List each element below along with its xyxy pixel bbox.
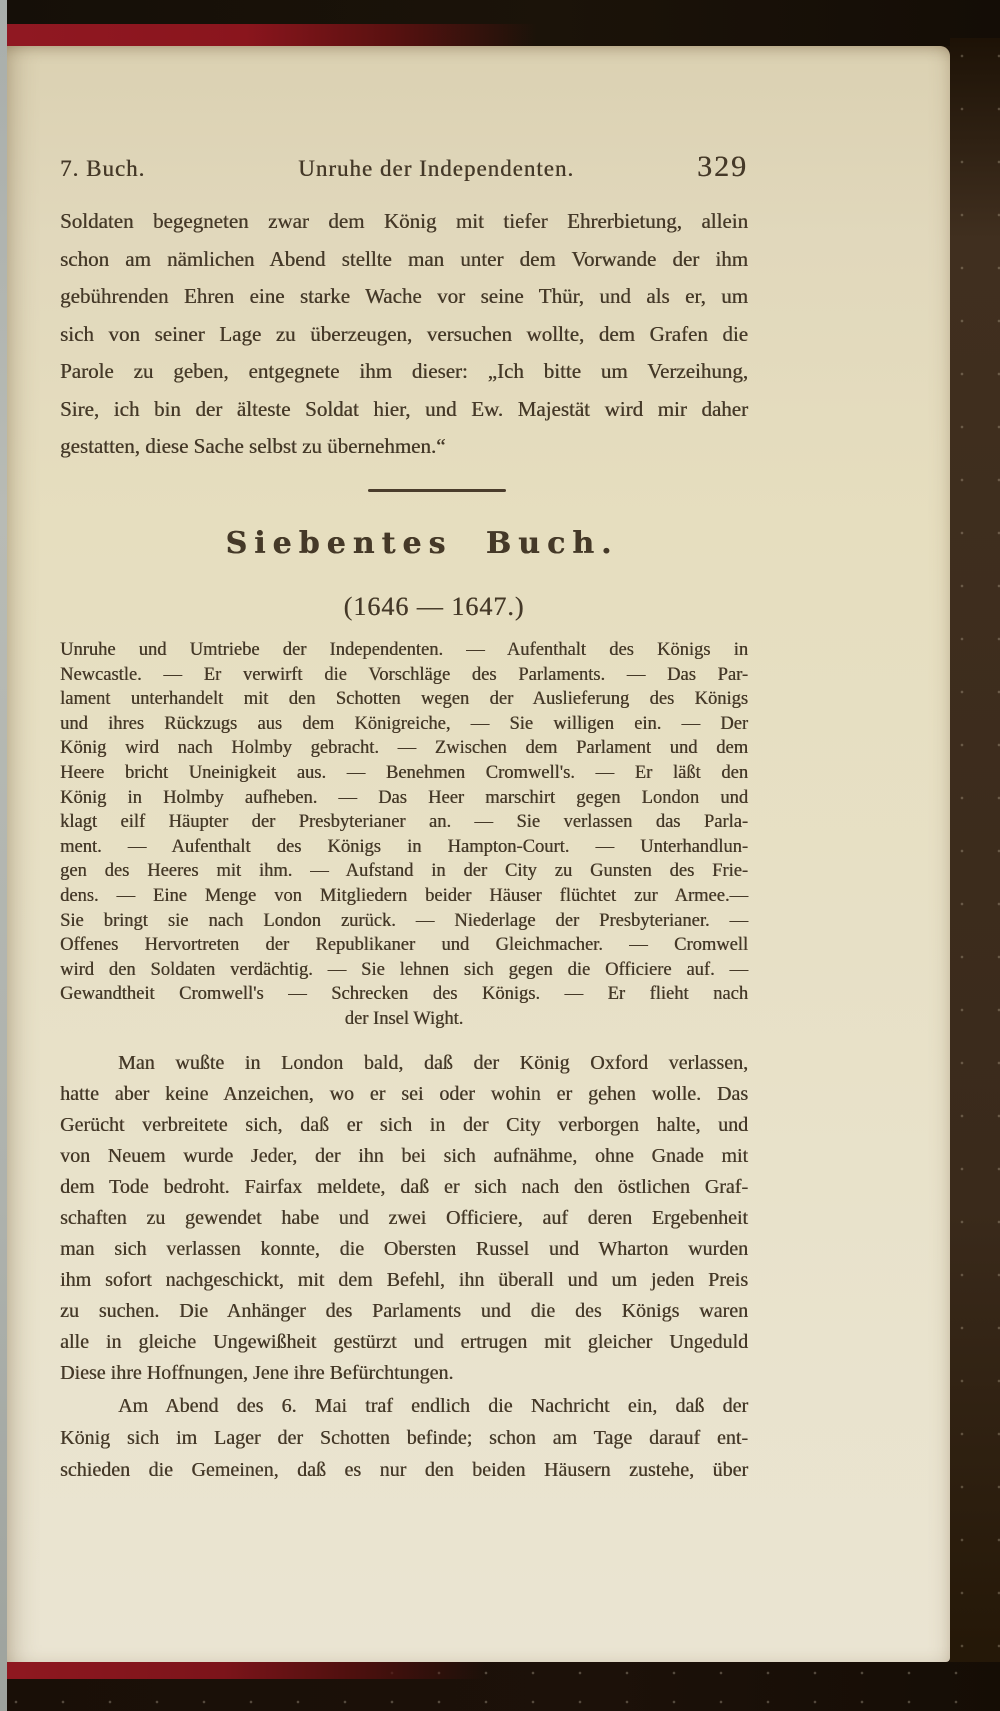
text-line: wird den Soldaten verdächtig. — Sie lehnen sich gegen die Officiere auf. — — [60, 959, 748, 980]
chapter-summary — [60, 638, 748, 1032]
text-line: schieden die Gemeinen, daß es nur den beiden Häusern zustehe, über — [60, 1459, 748, 1481]
page-number: 329 — [697, 150, 748, 183]
text-line: Gewandtheit Cromwell's — Schrecken des Königs. — Er flieht nach — [60, 984, 748, 1005]
text-line: alle in gleiche Ungewißheit gestürzt und ertrugen mit gleicher Ungeduld — [60, 1331, 748, 1353]
text-line: Newcastle. — Er verwirft die Vorschläge des Parlaments. — Das Par- — [60, 664, 748, 685]
page-header — [60, 150, 748, 184]
text-line: von Neuem wurde Jeder, der ihn bei sich aufnähme, ohne Gnade mit — [60, 1145, 748, 1167]
body-paragraph-2 — [60, 1390, 748, 1486]
text-line: gebührenden Ehren eine starke Wache vor seine Thür, und als er, um — [60, 284, 748, 308]
left-edge-strip — [0, 0, 7, 1711]
chapter-date-range: (1646 — 1647.) — [343, 592, 525, 621]
text-line: gen des Heeres mit ihm. — Aufstand in der City zu Gunsten des Frie- — [60, 861, 748, 882]
text-line: man sich verlassen konnte, die Obersten Russel und Wharton wurden — [60, 1238, 748, 1260]
text-line: lament unterhandelt mit den Schotten wegen der Auslieferung des Königs — [60, 689, 748, 710]
chapter-heading: Siebentes Buch. — [225, 526, 619, 561]
text-line: sich von seiner Lage zu überzeugen, versuchen wollte, dem Grafen die — [60, 321, 748, 346]
text-line: hatte aber keine Anzeichen, wo er sei oder wohin er gehen wolle. Das — [60, 1083, 748, 1105]
text-line: Am Abend des 6. Mai traf endlich die Nachricht ein, daß der — [118, 1395, 748, 1417]
body-paragraph-1 — [60, 1048, 748, 1389]
text-line: schaften zu gewendet habe und zwei Officiere, auf deren Ergebenheit — [60, 1207, 748, 1229]
text-line: ihm sofort nachgeschickt, mit dem Befehl, ihn überall und um jeden Preis — [60, 1269, 748, 1291]
text-line: Unruhe und Umtriebe der Independenten. — Aufenthalt des Königs in — [60, 640, 748, 660]
text-line: Offenes Hervortreten der Republikaner und Gleichmacher. — Cromwell — [60, 935, 748, 956]
text-line: der Insel Wight. — [344, 1008, 464, 1029]
right-cover-band — [950, 38, 1000, 1711]
text-line: dem Tode bedroht. Fairfax meldete, daß er sich nach den östlichen Graf- — [60, 1176, 748, 1198]
section-divider-rule — [368, 489, 506, 492]
text-line: Sie bringt sie nach London zurück. — Niederlage der Presbyterianer. — — [60, 910, 748, 931]
text-line: Man wußte in London bald, daß der König Oxford verlassen, — [118, 1052, 748, 1074]
intro-paragraph — [60, 203, 748, 466]
text-line: dens. — Eine Menge von Mitgliedern beider Häuser flüchtet zur Armee.— — [60, 885, 748, 906]
text-line: König wird nach Holmby gebracht. — Zwischen dem Parlament und dem — [60, 738, 748, 759]
text-line: Soldaten begegneten zwar dem König mit tiefer Ehrerbietung, allein — [60, 209, 748, 233]
text-line: Diese ihre Hoffnungen, Jene ihre Befürchtungen. — [60, 1362, 454, 1384]
text-line: und ihres Rückzugs aus dem Königreiche, — Sie willigen ein. — Der — [60, 713, 748, 734]
text-line: König sich im Lager der Schotten befinde; schon am Tage darauf ent- — [60, 1427, 748, 1449]
text-line: Heere bricht Uneinigkeit aus. — Benehmen Cromwell's. — Er läßt den — [60, 762, 748, 783]
text-line: Sire, ich bin der älteste Soldat hier, und Ew. Majestät wird mir daher — [60, 396, 748, 421]
text-line: schon am nämlichen Abend stellte man unter dem Vorwande der ihm — [60, 246, 748, 271]
text-line: Parole zu geben, entgegnete ihm dieser: „Ich bitte um Verzeihung, — [60, 359, 748, 383]
text-line: zu suchen. Die Anhänger des Parlaments und die des Königs waren — [60, 1300, 748, 1322]
text-line: Gerücht verbreitete sich, daß er sich in der City verborgen halte, und — [60, 1114, 748, 1136]
text-line: König in Holmby aufheben. — Das Heer marschirt gegen London und — [60, 787, 748, 808]
text-line: ment. — Aufenthalt des Königs in Hampton-Court. — Unterhandlun- — [60, 836, 748, 857]
running-title: Unruhe der Independenten. — [298, 156, 575, 181]
text-line: gestatten, diese Sache selbst zu übernehmen.“ — [60, 434, 446, 458]
book-label: 7. Buch. — [60, 156, 146, 181]
text-line: klagt eilf Häupter der Presbyterianer an. — Sie verlassen das Parla- — [60, 812, 748, 833]
red-ribbon-top — [7, 24, 537, 47]
